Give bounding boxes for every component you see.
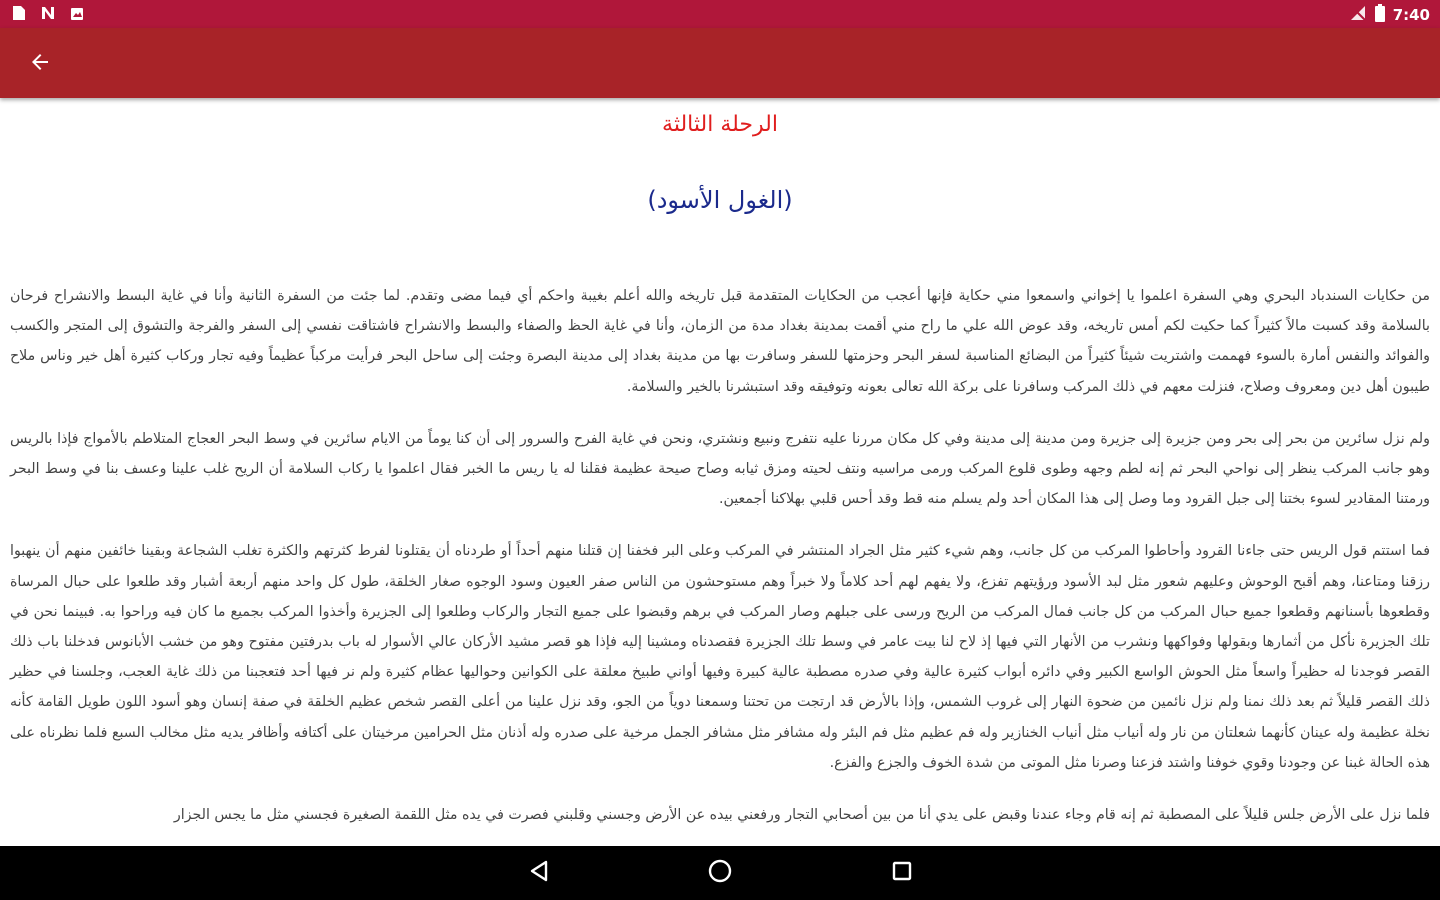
arrow-back-icon [28, 50, 52, 78]
nav-home-icon [707, 858, 733, 888]
nav-back-button[interactable] [522, 858, 556, 888]
battery-icon [1375, 4, 1385, 26]
n-icon [40, 5, 56, 25]
status-bar [0, 0, 1440, 28]
nav-recents-icon [891, 860, 913, 886]
nav-home-button[interactable] [703, 858, 737, 888]
status-right-area [1349, 4, 1430, 26]
status-time: 7:40 [1392, 6, 1430, 24]
nav-recents-button[interactable] [885, 858, 919, 888]
story-body [10, 281, 1430, 846]
status-left-icons [12, 5, 84, 25]
story-paragraph: ولم نزل سائرين من بحر إلى بحر ومن جزيرة إلى جزيرة ومن مدينة إلى مدينة وفي كل مكان مررنا عليه نتفرج ونبيع ونشتري، ونحن في غاية الفرح والسرور إلى أن كنا يوماً من الايام سائرين في وسط البحر العجاج المتلاطم بالأمواج فإذا بالريس وهو جانب المركب ينظر إلى نواحي البحر ثم إنه لطم وجهه وطوى قلوع المركب ورمى مراسيه ونتف لحيته ومزق ثيابه وصاح صيحة عظيمة فقلنا له يا ريس ما الخبر فقال اعلموا يا ركاب السلامة أن الريح غلب علينا وعسف بنا في وسط البحر ورمتنا المقادير لسوء بختنا إلى جبل القرود وما وصل إلى هذا المكان أحد ولم يسلم منه قط وقد أحس قلبي بهلاكنا أجمعين. [10, 430, 1430, 508]
story-paragraph-cut: فلما نزل على الأرض جلس قليلاً على المصطبة ثم إنه قام وجاء عندنا وقبض على يدي أنا من بين أصحابي التجار ورفعني بيده عن الأرض وجسني وقلبني فصرت في يده مثل اللقمة الصغيرة فجسني مثل ما يجس الجزار [173, 807, 1430, 824]
file-icon [12, 5, 26, 25]
nav-back-icon [528, 859, 550, 887]
signal-icon [1349, 4, 1367, 26]
app-bar [0, 28, 1440, 98]
story-paragraph: فما استتم قول الريس حتى جاءنا القرود وأحاطوا المركب من كل جانب، وهم شيء كثير مثل الجراد المنتشر في المركب وعلى البر فخفنا إن قتلنا منهم أحداً أو طردناه أن يقتلونا لفرط كثرتهم والكثرة تغلب الشجاعة وبقينا خائفين منهم أن ينهبوا رزقنا ومتاعنا، وهم أقبح الوحوش وعليهم شعور مثل لبد الأسود ورؤيتهم تفزع، ولا يفهم لهم أحد كلاماً ولا خبراً وهم مستوحشون من الناس صفر العيون وسود الوجوه صغار الخلقة، طول كل واحد منهم أربعة أشبار وقد طلعوا على حبال المرساة وقطعوها بأسنانهم وقطعوا جميع حبال المركب من كل جانب فمال المركب من الريح ورسى على جبلهم وصار المركب في برهم وقبضوا على جميع التجار والركاب وطلعوا إلى الجزيرة وأخذوا المركب بجميع ما كان فيه وراحوا به. فبينما نحن في تلك الجزيرة نأكل من أثمارها وبقولها وفواكهها ونشرب من الأنهار التي فيها إذ لاح لنا بيت عامر في وسط تلك الجزيرة فقصدناه ومشينا إليه فإذا هو قصر مشيد الأركان عالي الأسوار له باب بدرفتين مفتوح وهو من خشب الأبانوس فدخلنا باب ذلك القصر فوجدنا له حظيراً واسعاً مثل الحوش الواسع الكبير وفي دائره أبواب كثيرة عالية وفي صدره مصطبة عالية كبيرة وفيها أواني طبيخ معلقة على الكوانين وحواليها عظام كثيرة ولم نر فيها أحد فتعجبنا من ذلك غاية العجب، وجلسنا في حظير ذلك القصر قليلاً ثم بعد ذلك نمنا ولم نزل نائمين من ضحوة النهار إلى غروب الشمس، وإذا بالأرض قد ارتجت من تحتنا وسمعنا دوياً من الجو، وقد نزل علينا من أعلى القصر شخص عظيم الخلقة في صفة إنسان وهو أسود اللون طويل القامة كأنه نخلة عظيمة وله عينان كأنهما شعلتان من نار وله أنياب مثل أنياب الخنازير وله فم عظيم مثل فم البئر وله مشافر مثل مشافر الجمل مرخية على صدره وله أذنان مثل الحرامين مرخيتان على أكتافه وأظافر يديه مثل مخالب السبع فلما نظرناه على هذه الحالة غبنا عن وجودنا وقوي خوفنا واشتد فزعنا وصرنا مثل الموتى من شدة الخوف والجزع والفزع. [10, 543, 1430, 771]
story-paragraph: من حكايات السندباد البحري وهي السفرة اعلموا يا إخواني واسمعوا مني حكاية فإنها أعجب من الحكايات المتقدمة قبل تاريخه والله أعلم بغيبة واحكم أي فيما مضى وتقدم. لما جئت من السفرة الثانية وأنا في غاية البسط والانشراح فرحان بالسلامة وقد كسبت مالاً كثيراً كما حكيت لكم أمس تاريخه، وقد عوض الله علي ما راح مني أقمت بمدينة بغداد مدة من الزمان، وأنا في غاية الحظ والصفاء والبسط والانشراح فاشتاقت نفسي إلى السفر والفرجة والتشوق إلى المتجر والكسب والفوائد والنفس أمارة بالسوء فهممت واشتريت شيئاً كثيراً من البضائع المناسبة لسفر البحر وحزمتها للسفر وسافرت بها من مدينة بغداد إلى مدينة البصرة وجئت إلى ساحل البحر فرأيت مركباً عظيماً وفيه تجار وركاب كثيرة أهل خير وناس ملاح طيبون أهل دين ومعروف وصلاح، فنزلت معهم في ذلك المركب وسافرنا على بركة الله تعالى بعونه وتوفيقه وقد استبشرنا بالخير والسلامة. [10, 288, 1430, 395]
story-subtitle: (الغول الأسود) [647, 186, 793, 214]
photo-icon [70, 6, 84, 25]
story-title: الرحلة الثالثة [662, 112, 778, 137]
navigation-bar [0, 846, 1440, 900]
story-content[interactable] [0, 98, 1440, 846]
back-button[interactable] [18, 42, 62, 86]
